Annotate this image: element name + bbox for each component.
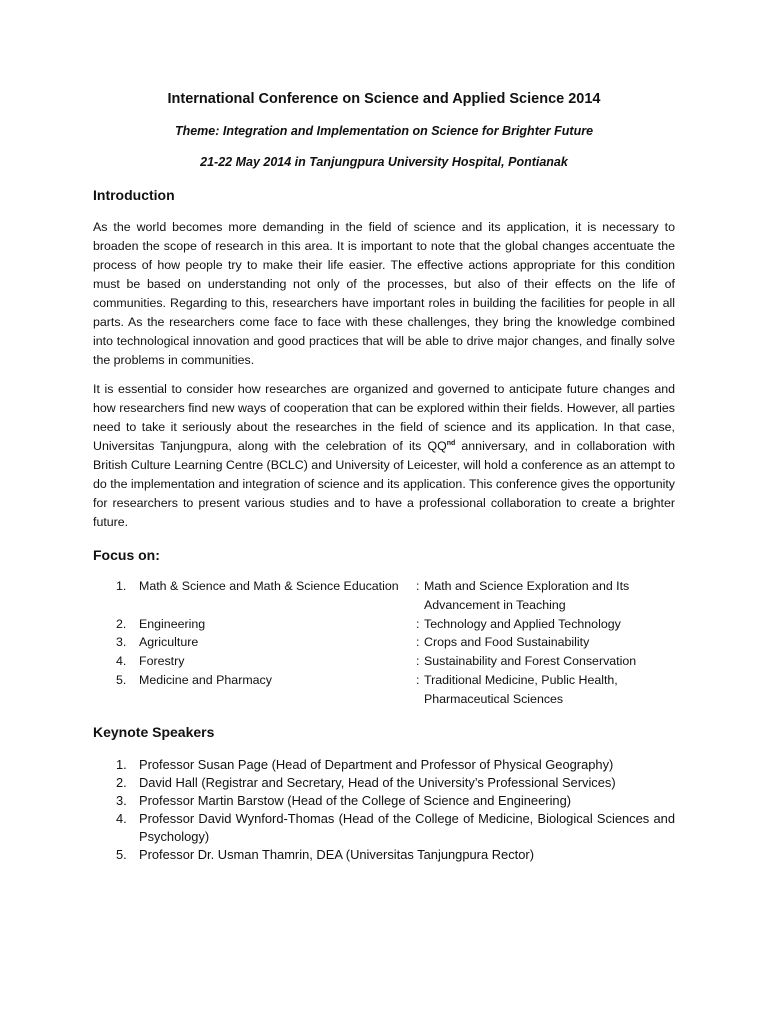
speaker-text: Professor Susan Page (Head of Department and Professor of Physical Geography) <box>139 757 614 772</box>
focus-item-description-line-2: Advancement in Teaching <box>424 598 566 612</box>
focus-item-colon: : <box>416 617 420 631</box>
paragraph-2-part-2: anniversary, and in collaboration with British Culture Learning Centre (BCLC) and University of Leicester, will hold a conference as an attempt to do the implementation and integration of science and its application. This conference gives the opportunity for researchers to present various studies and to have a professional collaboration to create a brighter future. <box>93 439 675 529</box>
document-theme: Theme: Integration and Implementation on Science for Brighter Future <box>174 124 594 138</box>
keynote-heading: Keynote Speakers <box>93 724 215 740</box>
focus-item-description: Math and Science Exploration and Its <box>424 579 630 593</box>
focus-item-number: 1. <box>116 579 127 593</box>
focus-item-topic: Forestry <box>139 654 185 668</box>
paragraph-2-part-1: It is essential to consider how researches are organized and governed to anticipate future changes and how researchers find new ways of cooperation that can be explored within their fields. However, all parties need to take it seriously about the researches in the field of science and its application. In that case, Universitas Tanjungpura, along with the celebration of its QQ <box>93 382 675 453</box>
speaker-number: 1. <box>116 757 127 772</box>
focus-item-topic: Agriculture <box>139 635 199 649</box>
focus-heading: Focus on: <box>93 547 160 563</box>
speaker-number: 5. <box>116 847 127 862</box>
introduction-heading: Introduction <box>93 187 175 203</box>
date-location: 21-22 May 2014 in Tanjungpura University Hospital, Pontianak <box>200 155 568 169</box>
focus-item-description: Technology and Applied Technology <box>424 617 621 631</box>
focus-item-description: Sustainability and Forest Conservation <box>424 654 637 668</box>
speaker-number: 4. <box>116 811 127 826</box>
ordinal-superscript: nd <box>446 439 456 447</box>
focus-item-colon: : <box>416 673 420 687</box>
introduction-paragraph-2 <box>93 380 675 532</box>
focus-item-number: 3. <box>116 635 127 649</box>
focus-item-number: 4. <box>116 654 127 668</box>
speaker-text: Professor Dr. Usman Thamrin, DEA (Universitas Tanjungpura Rector) <box>139 847 534 862</box>
focus-item-colon: : <box>416 654 420 668</box>
focus-item-topic: Engineering <box>139 617 206 631</box>
focus-item-colon: : <box>416 579 420 593</box>
focus-item-topic: Math & Science and Math & Science Education <box>139 579 399 593</box>
document-title: International Conference on Science and Applied Science 2014 <box>167 91 601 107</box>
focus-item-description: Traditional Medicine, Public Health, <box>424 673 618 687</box>
introduction-paragraph-1: As the world becomes more demanding in the field of science and its application, it is necessary to broaden the scope of research in this area. It is important to note that the global changes accentuate the process of how people try to make their life easier. The effective actions appropriate for this condition must be based on understanding not only of the processes, but also of their effects on the life of communities. Regarding to this, researchers have important roles in building the facilities for people in all parts. As the researchers come face to face with these challenges, they bring the knowledge combined into technological innovation and good practices that will be able to drive major changes, and finally solve the problems in communities. <box>93 220 675 367</box>
speaker-number: 2. <box>116 775 127 790</box>
focus-item-topic: Medicine and Pharmacy <box>139 673 272 687</box>
focus-item-number: 5. <box>116 673 127 687</box>
speaker-text: Professor Martin Barstow (Head of the College of Science and Engineering) <box>139 793 572 808</box>
focus-item-number: 2. <box>116 617 127 631</box>
focus-item-colon: : <box>416 635 420 649</box>
focus-item-description: Crops and Food Sustainability <box>424 635 590 649</box>
focus-item-description-line-2: Pharmaceutical Sciences <box>424 692 564 706</box>
speaker-text: David Hall (Registrar and Secretary, Head of the University’s Professional Services) <box>139 775 616 790</box>
speaker-text: Professor David Wynford-Thomas (Head of the College of Medicine, Biological Sciences and Psychology) <box>139 811 675 844</box>
speaker-number: 3. <box>116 793 127 808</box>
